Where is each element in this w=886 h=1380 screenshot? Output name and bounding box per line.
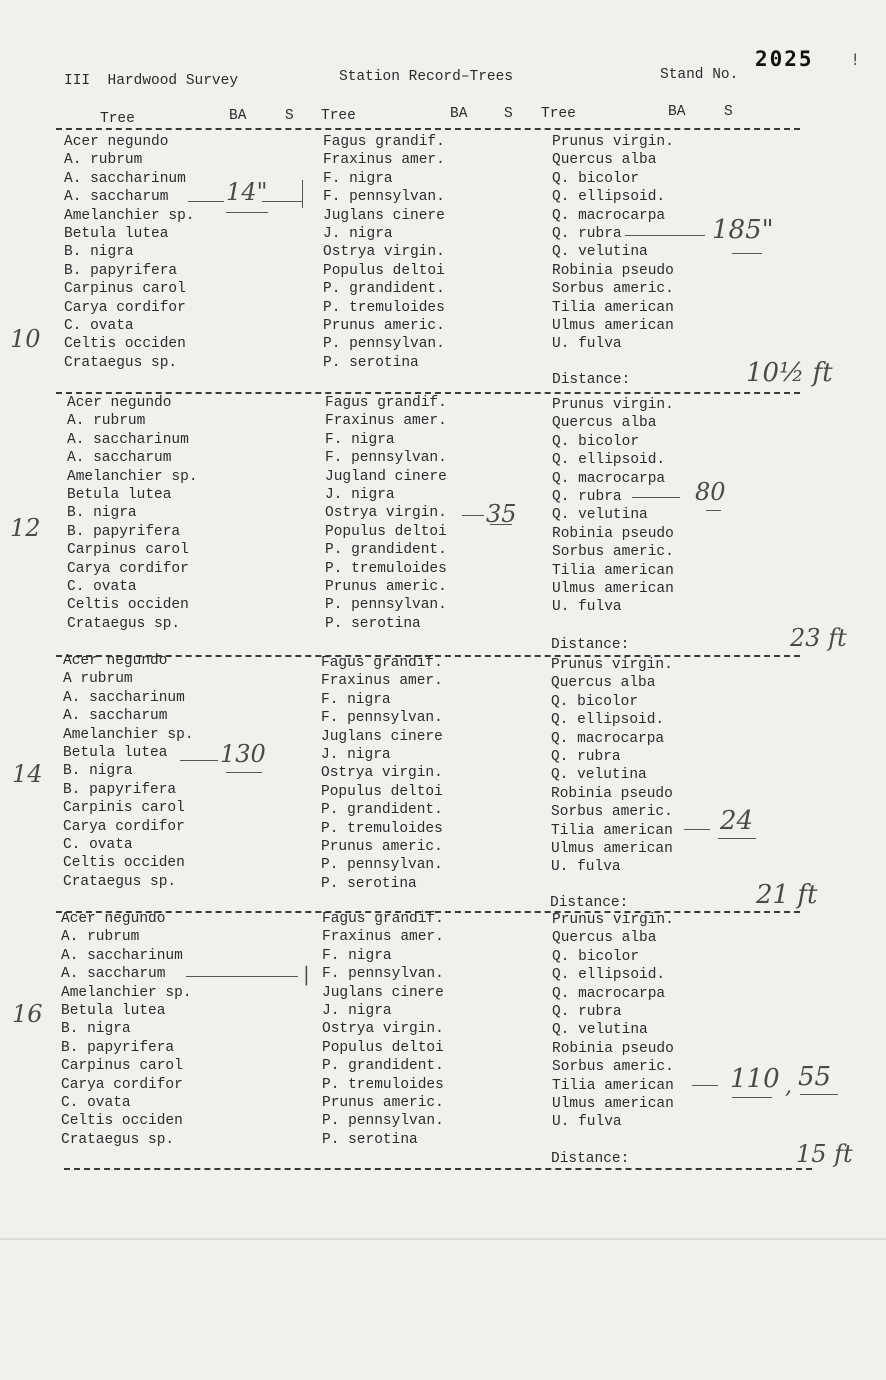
corner-mark: ! xyxy=(852,50,859,69)
station-4-col2 xyxy=(322,910,444,1149)
list-item: P. pennsylvan. xyxy=(321,857,443,874)
station-1-col1 xyxy=(64,133,195,372)
record-title: Station Record–Trees xyxy=(339,69,514,85)
list-item: Juglans cinere xyxy=(322,984,444,1001)
list-item: Betula lutea xyxy=(61,1002,166,1019)
list-item: C. ovata xyxy=(67,578,137,595)
list-item: U. fulva xyxy=(552,1114,622,1131)
list-item: Crataegus sp. xyxy=(61,1131,175,1148)
list-item: Prunus virgin. xyxy=(551,657,673,673)
handwritten-entry: 55 xyxy=(798,1062,832,1092)
list-item: Carpinus carol xyxy=(67,542,189,559)
list-item: Sorbus americ. xyxy=(552,544,674,561)
distance-value: 15 ft xyxy=(796,1140,853,1168)
station-2-col3 xyxy=(552,396,674,617)
distance-label: Distance: xyxy=(552,372,631,388)
list-item: B. papyrifera xyxy=(61,1039,175,1056)
list-item: Quercus alba xyxy=(552,415,657,432)
list-item: Jugland cinere xyxy=(325,468,447,485)
list-item: J. nigra xyxy=(325,486,395,503)
pen-stroke xyxy=(706,510,721,511)
list-item: F. nigra xyxy=(321,691,391,708)
list-item: A. saccharum xyxy=(67,450,172,467)
list-item: Sorbus americ. xyxy=(551,804,673,821)
station-mark: 10 xyxy=(10,325,41,353)
list-item: Robinia pseudo xyxy=(552,262,674,279)
list-item: Amelanchier sp. xyxy=(64,207,195,224)
list-item: Q. ellipsoid. xyxy=(552,967,666,984)
list-item: Carya cordifor xyxy=(64,299,186,316)
list-item: Carya cordifor xyxy=(67,560,189,577)
distance-label: Distance: xyxy=(551,1151,630,1167)
list-item: Juglans cinere xyxy=(323,207,445,224)
station-2-col1 xyxy=(67,394,198,633)
list-item: Fraxinus amer. xyxy=(323,152,445,169)
list-item: Fagus grandif. xyxy=(322,911,444,927)
list-item: Q. macrocarpa xyxy=(552,470,666,487)
list-item: Q. rubra xyxy=(551,748,621,765)
survey-title: III Hardwood Survey xyxy=(64,73,239,89)
list-item: U. fulva xyxy=(552,599,622,616)
list-item: U. fulva xyxy=(551,859,621,876)
list-item: Carya cordifor xyxy=(61,1076,183,1093)
station-3-col3 xyxy=(551,656,673,877)
list-item: Q. rubra xyxy=(552,1003,622,1020)
list-item: Quercus alba xyxy=(552,152,657,169)
list-item: Celtis occiden xyxy=(67,597,189,614)
list-item: Celtis occiden xyxy=(61,1113,183,1130)
list-item: P. pennsylvan. xyxy=(323,336,445,353)
list-item: P. serotina xyxy=(321,875,417,892)
list-item: P. grandident. xyxy=(325,542,447,559)
list-item: J. nigra xyxy=(321,746,391,763)
list-item: A. saccharinum xyxy=(67,431,189,448)
list-item: P. serotina xyxy=(322,1131,418,1148)
list-item: Tilia american xyxy=(551,822,673,839)
paper-fold xyxy=(0,1238,886,1240)
list-item: Celtis occiden xyxy=(64,336,186,353)
handwritten-entry: 35 xyxy=(486,500,517,528)
list-item: A. saccharum xyxy=(61,966,166,983)
list-item: P. serotina xyxy=(323,354,419,371)
list-item: P. tremuloides xyxy=(321,820,443,837)
list-item: Q. macrocarpa xyxy=(551,730,665,747)
list-item: Amelanchier sp. xyxy=(63,726,194,743)
bottom-divider xyxy=(64,1168,812,1170)
list-item: Prunus americ. xyxy=(323,317,445,334)
handwritten-entry: , xyxy=(785,1074,792,1099)
list-item: Betula lutea xyxy=(63,744,168,761)
list-item: P. serotina xyxy=(325,615,421,632)
list-item: F. pennsylvan. xyxy=(321,710,443,727)
stand-number: 2025 xyxy=(755,47,814,71)
list-item: A. saccharinum xyxy=(61,947,183,964)
distance-label: Distance: xyxy=(550,895,629,911)
list-item: Prunus virgin. xyxy=(552,134,674,150)
list-item: F. nigra xyxy=(325,431,395,448)
handwritten-entry: | xyxy=(303,962,310,986)
list-item: A. saccharinum xyxy=(63,689,185,706)
list-item: Crataegus sp. xyxy=(67,615,181,632)
list-item: Betula lutea xyxy=(64,225,169,242)
list-item: Amelanchier sp. xyxy=(67,468,198,485)
list-item: Q. rubra xyxy=(552,488,622,505)
handwritten-entry: 185" xyxy=(712,215,774,245)
list-item: P. grandident. xyxy=(321,802,443,819)
list-item: Acer negundo xyxy=(67,395,172,411)
list-item: Q. bicolor xyxy=(551,693,639,710)
pen-stroke xyxy=(262,201,302,202)
list-item: Ostrya virgin. xyxy=(322,1021,444,1038)
list-item: Tilia american xyxy=(552,562,674,579)
pen-stroke xyxy=(718,838,756,839)
list-item: Robinia pseudo xyxy=(552,1040,674,1057)
col2-tree-header: Tree xyxy=(321,108,356,124)
list-item: Q. macrocarpa xyxy=(552,985,666,1002)
list-item: Prunus virgin. xyxy=(552,912,674,928)
pen-stroke xyxy=(180,760,218,761)
list-item: Fraxinus amer. xyxy=(322,929,444,946)
list-item: Q. velutina xyxy=(551,767,647,784)
handwritten-entry: 80 xyxy=(695,478,726,506)
list-item: Tilia american xyxy=(552,1077,674,1094)
pen-stroke xyxy=(684,829,710,830)
list-item: P. tremuloides xyxy=(323,299,445,316)
list-item: Fraxinus amer. xyxy=(321,673,443,690)
col2-ba-header: BA xyxy=(450,106,468,122)
list-item: A. saccharinum xyxy=(64,170,186,187)
list-item: Q. bicolor xyxy=(552,170,640,187)
list-item: Prunus americ. xyxy=(322,1094,444,1111)
list-item: A. saccharum xyxy=(63,708,168,725)
station-3-col2 xyxy=(321,654,443,893)
distance-value: 23 ft xyxy=(790,624,847,652)
pen-stroke xyxy=(625,235,705,236)
col1-tree-header: Tree xyxy=(100,111,135,127)
list-item: Fraxinus amer. xyxy=(325,413,447,430)
list-item: B. nigra xyxy=(64,244,134,261)
list-item: B. papyrifera xyxy=(63,781,177,798)
col1-s-header: S xyxy=(285,108,294,124)
list-item: Crataegus sp. xyxy=(63,873,177,890)
list-item: Amelanchier sp. xyxy=(61,984,192,1001)
distance-value: 21 ft xyxy=(756,880,818,910)
list-item: Carya cordifor xyxy=(63,818,185,835)
list-item: Q. ellipsoid. xyxy=(552,189,666,206)
list-item: Carpinis carol xyxy=(63,800,185,817)
list-item: Celtis occiden xyxy=(63,855,185,872)
list-item: Q. ellipsoid. xyxy=(551,712,665,729)
list-item: A. rubrum xyxy=(67,413,146,430)
pen-stroke xyxy=(462,515,484,516)
list-item: Q. ellipsoid. xyxy=(552,452,666,469)
station-mark: 16 xyxy=(12,1000,43,1028)
list-item: A. rubrum xyxy=(61,929,140,946)
station-4-col3 xyxy=(552,911,674,1132)
distance-value: 10½ ft xyxy=(746,358,833,388)
list-item: J. nigra xyxy=(323,225,393,242)
list-item: P. grandident. xyxy=(323,281,445,298)
list-item: P. grandident. xyxy=(322,1058,444,1075)
list-item: Ostrya virgin. xyxy=(321,765,443,782)
handwritten-entry: 24 xyxy=(720,806,754,836)
pen-stroke xyxy=(302,180,303,208)
list-item: Quercus alba xyxy=(552,930,657,947)
pen-stroke xyxy=(186,976,298,977)
list-item: Q. velutina xyxy=(552,244,648,261)
list-item: F. nigra xyxy=(322,947,392,964)
list-item: F. nigra xyxy=(323,170,393,187)
list-item: Q. bicolor xyxy=(552,948,640,965)
handwritten-entry: 14" xyxy=(226,178,268,206)
pen-stroke xyxy=(800,1094,838,1095)
list-item: Q. velutina xyxy=(552,507,648,524)
list-item: Crataegus sp. xyxy=(64,354,178,371)
list-item: Ulmus american xyxy=(552,317,674,334)
list-item: Fagus grandif. xyxy=(321,655,443,671)
list-item: Q. velutina xyxy=(552,1022,648,1039)
list-item: Sorbus americ. xyxy=(552,1059,674,1076)
list-item: P. tremuloides xyxy=(325,560,447,577)
list-item: Ostrya virgin. xyxy=(323,244,445,261)
list-item: B. nigra xyxy=(67,505,137,522)
list-item: Acer negundo xyxy=(64,134,169,150)
list-item: Sorbus americ. xyxy=(552,281,674,298)
list-item: Carpinus carol xyxy=(61,1058,183,1075)
list-item: P. pennsylvan. xyxy=(325,597,447,614)
station-2-col2 xyxy=(325,394,447,633)
list-item: A. rubrum xyxy=(64,152,143,169)
col3-s-header: S xyxy=(724,104,733,120)
list-item: Fagus grandif. xyxy=(323,134,445,150)
station-mark: 14 xyxy=(12,760,43,788)
list-item: Carpinus carol xyxy=(64,281,186,298)
list-item: Tilia american xyxy=(552,299,674,316)
list-item: Prunus americ. xyxy=(325,578,447,595)
list-item: F. pennsylvan. xyxy=(323,189,445,206)
station-3-col1 xyxy=(63,652,194,891)
list-item: Acer negundo xyxy=(63,653,168,669)
list-item: B. papyrifera xyxy=(64,262,178,279)
header-divider xyxy=(56,128,800,130)
list-item: F. pennsylvan. xyxy=(322,966,444,983)
list-item: Ostrya virgin. xyxy=(325,505,447,522)
list-item: Ulmus american xyxy=(551,840,673,857)
pen-stroke xyxy=(188,201,224,202)
station-1-col3 xyxy=(552,133,674,354)
pen-stroke xyxy=(732,1097,772,1098)
pen-stroke xyxy=(226,772,262,773)
col3-tree-header: Tree xyxy=(541,106,576,122)
pen-stroke xyxy=(692,1085,718,1086)
distance-label: Distance: xyxy=(551,637,630,653)
pen-stroke xyxy=(732,253,762,254)
list-item: A. saccharum xyxy=(64,189,169,206)
list-item: Q. macrocarpa xyxy=(552,207,666,224)
list-item: Fagus grandif. xyxy=(325,395,447,411)
stand-label: Stand No. xyxy=(660,67,739,83)
list-item: P. pennsylvan. xyxy=(322,1113,444,1130)
list-item: Quercus alba xyxy=(551,675,656,692)
pen-stroke xyxy=(226,212,268,213)
list-item: U. fulva xyxy=(552,336,622,353)
list-item: Robinia pseudo xyxy=(551,785,673,802)
col2-s-header: S xyxy=(504,106,513,122)
list-item: B. nigra xyxy=(63,763,133,780)
list-item: Populus deltoi xyxy=(325,523,447,540)
list-item: Prunus virgin. xyxy=(552,397,674,413)
list-item: F. pennsylvan. xyxy=(325,450,447,467)
handwritten-entry: 110 xyxy=(730,1064,780,1094)
list-item: Q. bicolor xyxy=(552,433,640,450)
list-item: C. ovata xyxy=(64,317,134,334)
list-item: Ulmus american xyxy=(552,1095,674,1112)
pen-stroke xyxy=(632,497,680,498)
list-item: Ulmus american xyxy=(552,580,674,597)
pen-stroke xyxy=(490,524,512,525)
col3-ba-header: BA xyxy=(668,104,686,120)
list-item: Betula lutea xyxy=(67,486,172,503)
list-item: Populus deltoi xyxy=(321,783,443,800)
list-item: Juglans cinere xyxy=(321,728,443,745)
col1-ba-header: BA xyxy=(229,108,247,124)
list-item: J. nigra xyxy=(322,1002,392,1019)
list-item: C. ovata xyxy=(61,1094,131,1111)
list-item: B. nigra xyxy=(61,1021,131,1038)
list-item: Populus deltoi xyxy=(322,1039,444,1056)
list-item: Robinia pseudo xyxy=(552,525,674,542)
list-item: B. papyrifera xyxy=(67,523,181,540)
list-item: P. tremuloides xyxy=(322,1076,444,1093)
station-4-col1 xyxy=(61,910,192,1149)
list-item: Acer negundo xyxy=(61,911,166,927)
list-item: C. ovata xyxy=(63,836,133,853)
list-item: Q. rubra xyxy=(552,225,622,242)
list-item: Populus deltoi xyxy=(323,262,445,279)
list-item: A rubrum xyxy=(63,671,133,688)
list-item: Prunus americ. xyxy=(321,838,443,855)
station-1-col2 xyxy=(323,133,445,372)
handwritten-entry: 130 xyxy=(220,740,266,768)
station-mark: 12 xyxy=(10,514,41,542)
